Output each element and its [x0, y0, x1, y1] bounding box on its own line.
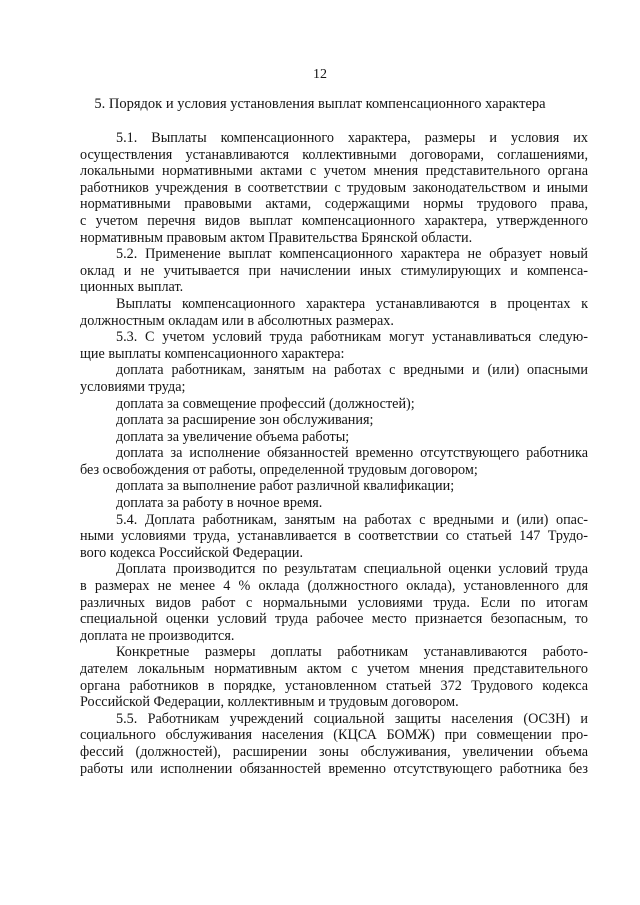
text-line: щие выплаты компенсационного характера: — [80, 345, 345, 362]
text-line: Выплаты компенсационного характера устанавливаются в процентах к — [116, 295, 588, 312]
text-line: ционных выплат. — [80, 279, 184, 296]
text-line: 5.1. Выплаты компенсационного характера, размеры и условия их — [116, 130, 588, 146]
paragraph — [80, 644, 588, 710]
body-text — [80, 130, 588, 777]
text-line: без освобождения от работы, определенной трудовым договором; — [80, 461, 478, 478]
text-line: социального обслуживания населения (КЦСА БОМЖ) при совмещении про- — [80, 727, 588, 744]
text-line: 5.2. Применение выплат компенсационного характера не образует новый — [116, 246, 588, 263]
text-line: ными условиями труда, устанавливается в соответствии со статьей 147 Трудо- — [80, 528, 588, 545]
text-line: доплата за исполнение обязанностей временно отсутствующего работника — [116, 445, 588, 462]
paragraph — [80, 396, 588, 413]
text-line: Конкретные размеры доплаты работникам устанавливаются работо- — [116, 644, 588, 661]
text-line: органа работников в порядке, установленном статьей 372 Трудового кодекса — [80, 677, 588, 694]
paragraph — [80, 130, 588, 246]
paragraph — [80, 561, 588, 644]
text-line: доплата за работу в ночное время. — [116, 495, 323, 512]
text-line: различных видов работ с нормальными условиями труда. Если по итогам — [80, 594, 588, 611]
text-line: доплата за совмещение профессий (должностей); — [116, 395, 415, 412]
text-line: 5.4. Доплата работникам, занятым на работах с вредными и (или) опас- — [116, 511, 588, 528]
paragraph — [80, 445, 588, 478]
text-line: оклад и не учитывается при начислении иных стимулирующих и компенса- — [80, 262, 588, 279]
text-line: доплата не производится. — [80, 627, 235, 644]
text-line: работников учреждения в соответствии с трудовым законодательством и иными — [80, 179, 588, 196]
paragraph — [80, 495, 588, 512]
text-line: осуществления устанавливаются коллективными договорами, соглашениями, — [80, 146, 588, 163]
paragraph — [80, 296, 588, 329]
text-line: доплата за увеличение объема работы; — [116, 428, 350, 445]
text-line: работы или исполнении обязанностей временно отсутствующего работника без — [80, 760, 588, 777]
paragraph — [80, 362, 588, 395]
section-heading: 5. Порядок и условия установления выплат компенсационного характера — [94, 96, 546, 112]
text-line: 5.3. С учетом условий труда работникам могут устанавливаться следую- — [116, 329, 588, 346]
text-line: в размерах не менее 4 % оклада (должностного оклада), установленного для — [80, 578, 588, 595]
text-line: нормативным правовым актом Правительства Брянской области. — [80, 229, 473, 246]
text-line: условиями труда; — [80, 378, 186, 395]
text-line: доплата работникам, занятым на работах с вредными и (или) опасными — [116, 362, 588, 379]
text-line: доплата за выполнение работ различной квалификации; — [116, 478, 455, 495]
text-line: дателем локальным нормативным актом с учетом мнения представительного — [80, 661, 588, 677]
paragraph — [80, 512, 588, 562]
text-line: вого кодекса Российской Федерации. — [80, 544, 304, 561]
paragraph — [80, 246, 588, 296]
text-line: нормативными правовыми актами, содержащими нормы трудового права, — [80, 196, 588, 213]
paragraph — [80, 329, 588, 362]
page-number: 12 — [313, 67, 327, 82]
paragraph — [80, 711, 588, 777]
text-line: 5.5. Работникам учреждений социальной защиты населения (ОСЗН) и — [116, 710, 588, 727]
text-line: специальной оценки условий труда рабочее место признается безопасным, то — [80, 611, 588, 628]
text-line: должностным окладам или в абсолютных размерах. — [80, 312, 394, 329]
paragraph — [80, 412, 588, 429]
text-line: с учетом перечня видов выплат компенсационного характера, утвержденного — [80, 212, 588, 229]
text-line: локальными нормативными актами с учетом мнения представительного органа — [80, 163, 588, 180]
text-line: доплата за расширение зон обслуживания; — [116, 412, 374, 429]
text-line: Доплата производится по результатам специальной оценки условий труда — [116, 561, 588, 578]
text-line: фессий (должностей), расширении зоны обслуживания, увеличении объема — [80, 743, 588, 760]
paragraph — [80, 478, 588, 495]
text-line: Российской Федерации, коллективным и трудовым договором. — [80, 694, 459, 711]
paragraph — [80, 429, 588, 446]
